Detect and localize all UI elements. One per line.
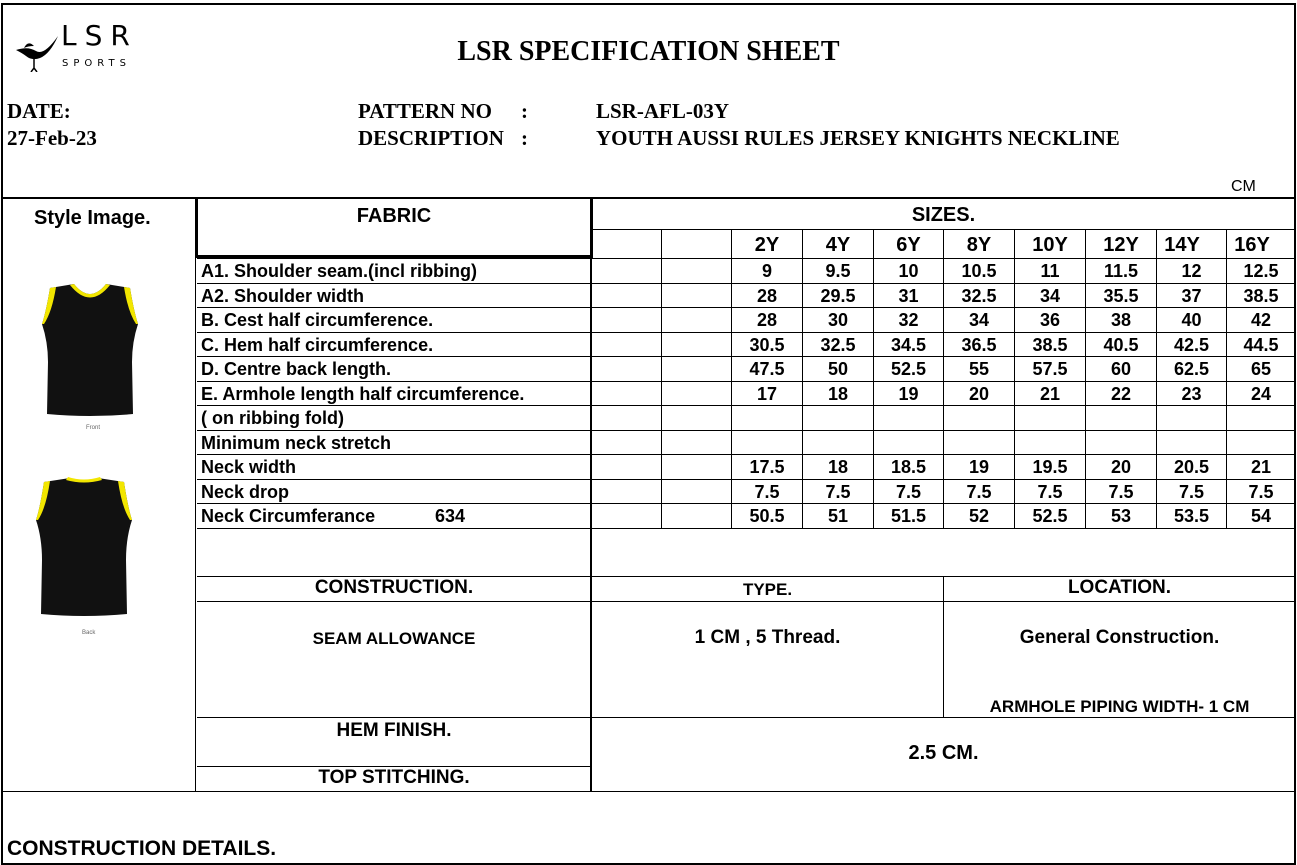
description-label: DESCRIPTION: [358, 126, 504, 150]
row-label: Minimum neck stretch: [201, 433, 392, 453]
date-label: DATE:: [7, 99, 71, 123]
size-value-cell: 9.5: [825, 261, 851, 281]
sizes-header: SIZES.: [911, 204, 976, 226]
size-value-cell: 7.5: [966, 482, 992, 502]
size-header: 14Y: [1164, 234, 1200, 256]
hem-finish-value: 2.5 CM.: [908, 742, 979, 764]
row-label: E. Armhole length half circumference.: [201, 384, 525, 404]
seam-allowance-type: 1 CM , 5 Thread.: [694, 627, 841, 648]
size-value-cell: 7.5: [754, 482, 780, 502]
size-value-cell: 38: [1110, 310, 1132, 330]
size-value-cell: 30.5: [749, 335, 785, 355]
size-value-cell: 40: [1181, 310, 1202, 330]
size-value-cell: 60: [1110, 359, 1132, 379]
size-value-cell: 10.5: [961, 261, 997, 281]
pattern-value: LSR-AFL-03Y: [596, 99, 730, 123]
size-value-cell: 28: [756, 310, 778, 330]
size-value-cell: 34: [1039, 286, 1061, 306]
fabric-header: FABRIC: [356, 205, 432, 227]
size-value-cell: 7.5: [825, 482, 851, 502]
logo-letters: LSR: [61, 19, 138, 52]
size-value-cell: 47.5: [749, 359, 785, 379]
size-value-cell: 29.5: [820, 286, 856, 306]
size-value-cell: 28: [756, 286, 778, 306]
grid-line: [661, 229, 662, 528]
size-value-cell: 17.5: [749, 457, 785, 477]
size-value-cell: 50.5: [749, 506, 785, 526]
size-value-cell: 32: [898, 310, 919, 330]
size-value-cell: 51: [827, 506, 849, 526]
jersey-back-image: [32, 474, 136, 618]
top-stitching-label: TOP STITCHING.: [318, 767, 470, 788]
row-label: Neck width: [201, 457, 297, 477]
date-value: 27-Feb-23: [7, 126, 97, 150]
armhole-note: ARMHOLE PIPING WIDTH- 1 CM: [989, 697, 1250, 716]
description-value: YOUTH AUSSI RULES JERSEY KNIGHTS NECKLINE: [596, 126, 1120, 150]
size-header: 10Y: [1032, 234, 1068, 256]
size-value-cell: 55: [968, 359, 990, 379]
size-header: 12Y: [1103, 234, 1139, 256]
size-value-cell: 19: [968, 457, 990, 477]
logo-subtitle: SPORTS: [62, 58, 131, 69]
size-value-cell: 7.5: [1037, 482, 1063, 502]
size-value-cell: 17: [756, 384, 778, 404]
size-value-cell: 50: [827, 359, 849, 379]
size-value-cell: 54: [1250, 506, 1272, 526]
size-value-cell: 52.5: [890, 359, 927, 379]
size-value-cell: 32.5: [820, 335, 856, 355]
size-value-cell: 34.5: [890, 335, 927, 355]
pattern-colon: :: [521, 99, 528, 123]
size-value-cell: 11.5: [1103, 261, 1139, 281]
size-value-cell: 7.5: [1248, 482, 1274, 502]
row-label-extra: 634: [435, 506, 466, 526]
size-value-cell: 32.5: [961, 286, 997, 306]
size-value-cell: 38.5: [1243, 286, 1279, 306]
hem-finish-label: HEM FINISH.: [336, 720, 452, 741]
seam-allowance-location: General Construction.: [1019, 627, 1220, 648]
size-value-cell: 53.5: [1173, 506, 1210, 526]
size-value-cell: 19: [898, 384, 919, 404]
size-value-cell: 57.5: [1032, 359, 1068, 379]
size-value-cell: 19.5: [1032, 457, 1068, 477]
size-value-cell: 18: [827, 457, 849, 477]
row-label: C. Hem half circumference.: [201, 335, 434, 355]
size-value-cell: 20: [1110, 457, 1132, 477]
construction-header: CONSTRUCTION.: [314, 577, 474, 598]
type-header: TYPE.: [742, 580, 793, 599]
size-value-cell: 24: [1250, 384, 1272, 404]
grid-line: [590, 197, 592, 791]
row-label: B. Cest half circumference.: [201, 310, 434, 330]
size-value-cell: 20.5: [1173, 457, 1210, 477]
location-header: LOCATION.: [1067, 577, 1172, 598]
row-label: Neck drop: [201, 482, 290, 502]
size-value-cell: 37: [1181, 286, 1202, 306]
size-header: 8Y: [966, 234, 992, 256]
size-header: 16Y: [1234, 234, 1270, 256]
size-value-cell: 10: [898, 261, 919, 281]
pattern-label: PATTERN NO: [358, 99, 492, 123]
size-value-cell: 52: [968, 506, 990, 526]
size-value-cell: 35.5: [1103, 286, 1139, 306]
size-value-cell: 51.5: [890, 506, 927, 526]
size-value-cell: 36.5: [961, 335, 997, 355]
jersey-front-image: [38, 282, 142, 418]
size-value-cell: 12: [1181, 261, 1202, 281]
front-caption: Front: [86, 425, 101, 431]
row-label: D. Centre back length.: [201, 359, 392, 379]
size-value-cell: 22: [1110, 384, 1132, 404]
size-header: 2Y: [754, 234, 780, 256]
size-header: 6Y: [896, 234, 921, 256]
row-label: A1. Shoulder seam.(incl ribbing): [201, 261, 478, 281]
size-value-cell: 53: [1110, 506, 1132, 526]
size-value-cell: 34: [968, 310, 990, 330]
size-value-cell: 42.5: [1173, 335, 1210, 355]
size-value-cell: 20: [968, 384, 990, 404]
seam-allowance-label: SEAM ALLOWANCE: [312, 629, 476, 648]
row-label: A2. Shoulder width: [201, 286, 365, 306]
size-value-cell: 21: [1250, 457, 1272, 477]
size-value-cell: 62.5: [1173, 359, 1210, 379]
size-value-cell: 18.5: [890, 457, 927, 477]
row-label: Neck Circumferance: [201, 506, 376, 526]
grid-line: [195, 197, 196, 791]
row-label: ( on ribbing fold): [201, 408, 344, 428]
size-value-cell: 36: [1039, 310, 1061, 330]
size-value-cell: 9: [761, 261, 772, 281]
size-value-cell: 42: [1250, 310, 1272, 330]
size-value-cell: 7.5: [895, 482, 922, 502]
grid-line: [1, 791, 1295, 792]
grid-line: [197, 601, 1295, 602]
size-value-cell: 52.5: [1032, 506, 1068, 526]
size-value-cell: 18: [827, 384, 849, 404]
size-value-cell: 11: [1040, 261, 1060, 281]
grid-line: [197, 528, 1295, 529]
size-value-cell: 31: [898, 286, 919, 306]
page-title: LSR SPECIFICATION SHEET: [457, 36, 840, 67]
size-value-cell: 40.5: [1103, 335, 1139, 355]
description-colon: :: [521, 126, 528, 150]
size-value-cell: 12.5: [1243, 261, 1279, 281]
size-value-cell: 23: [1181, 384, 1202, 404]
size-header: 4Y: [825, 234, 851, 256]
grid-line: [197, 717, 1295, 718]
unit-label: CM: [1231, 178, 1256, 195]
size-value-cell: 7.5: [1178, 482, 1205, 502]
size-value-cell: 65: [1250, 359, 1272, 379]
construction-details-heading: CONSTRUCTION DETAILS.: [7, 837, 277, 860]
size-value-cell: 38.5: [1032, 335, 1068, 355]
size-value-cell: 44.5: [1243, 335, 1279, 355]
size-value-cell: 21: [1039, 384, 1061, 404]
style-image-label: Style Image.: [34, 207, 151, 229]
size-value-cell: 30: [827, 310, 849, 330]
size-value-cell: 7.5: [1108, 482, 1134, 502]
back-caption: Back: [82, 630, 96, 636]
